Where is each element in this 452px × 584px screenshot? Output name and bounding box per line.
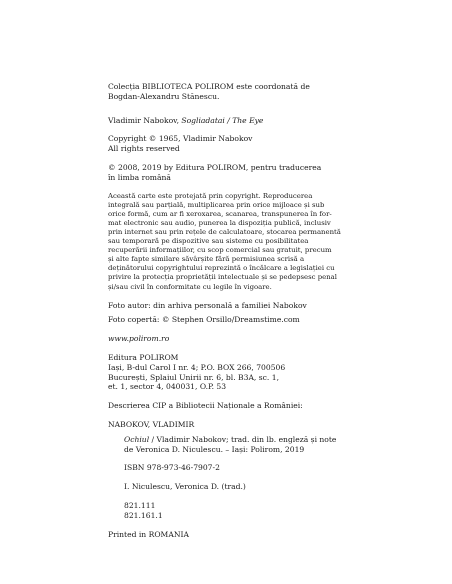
copyright-line: Copyright © 1965, Vladimir Nabokov bbox=[108, 134, 253, 144]
title-author: Vladimir Nabokov, bbox=[108, 115, 182, 125]
legal-line: integrală sau parțială, multiplicarea prin orice mijloace și sub bbox=[108, 200, 325, 209]
translation-rights-line: în limba română bbox=[108, 172, 171, 182]
legal-line: deținătorului copyrightului reprezintă o încălcare a legislației cu bbox=[108, 264, 335, 273]
cip-entry-line bbox=[124, 435, 438, 445]
legal-line: sau temporară pe dispozitive sau sisteme cu posibilitatea bbox=[108, 237, 309, 246]
copyright-page bbox=[108, 82, 438, 539]
translation-rights bbox=[108, 163, 438, 183]
publisher-address bbox=[108, 353, 438, 392]
legal-line: și/sau civil în conformitate cu legile în vigoare. bbox=[108, 282, 272, 291]
publisher-line: Iași, B-dul Carol I nr. 4; P.O. BOX 266, 700506 bbox=[108, 362, 286, 372]
cip-entry-title: Ochiul bbox=[124, 434, 150, 444]
collection-line: Colecția BIBLIOTECA POLIROM este coordonată de bbox=[108, 82, 310, 91]
title-line bbox=[108, 116, 438, 126]
cip-entry-rest: / Vladimir Nabokov; trad. din lb. engleză și note bbox=[149, 434, 337, 444]
legal-line: Această carte este protejată prin copyright. Reproducerea bbox=[108, 191, 313, 200]
legal-line: mat electronic sau audio, punerea la dispoziția publică, inclusiv bbox=[108, 218, 331, 227]
collection-note bbox=[108, 82, 438, 102]
publisher-line: et. 1, sector 4, 040031, O.P. 53 bbox=[108, 382, 227, 392]
publisher-line: Editura POLIROM bbox=[108, 353, 179, 362]
cover-photo-credit: Foto copertă: © Stephen Orsillo/Dreamstime.com bbox=[108, 315, 300, 325]
legal-line: recuperării informațiilor, cu scop comercial sau gratuit, precum bbox=[108, 246, 332, 255]
classification-code: 821.111 bbox=[124, 500, 156, 510]
copyright-notice bbox=[108, 134, 438, 154]
legal-line: și alte fapte similare săvârșite fără permisiunea scrisă a bbox=[108, 255, 305, 264]
legal-line: prin internet sau prin rețele de calculatoare, stocarea permanentă bbox=[108, 227, 341, 236]
legal-line: orice formă, cum ar fi xeroxarea, scanarea, transpunerea în for- bbox=[108, 209, 332, 218]
translation-rights-line: © 2008, 2019 by Editura POLIROM, pentru traducerea bbox=[108, 162, 322, 172]
author-photo-credit: Foto autor: din arhiva personală a familiei Nabokov bbox=[108, 300, 307, 310]
cip-entry-line: de Veronica D. Niculescu. – Iași: Polirom, 2019 bbox=[124, 444, 305, 454]
legal-line: privire la protecția proprietății intelectuale și se pedepsesc penal bbox=[108, 273, 337, 282]
publisher-line: București, Splaiul Unirii nr. 6, bl. B3A, sc. 1, bbox=[108, 372, 279, 382]
cip-entry bbox=[108, 435, 438, 455]
title-works: Sogliadatai / The Eye bbox=[181, 115, 264, 125]
rights-reserved: All rights reserved bbox=[108, 144, 180, 154]
printed-in: Printed in ROMANIA bbox=[108, 529, 189, 539]
cip-author-heading: NABOKOV, VLADIMIR bbox=[108, 419, 195, 429]
cip-heading: Descrierea CIP a Bibliotecii Naționale a României: bbox=[108, 401, 303, 411]
cover-credits bbox=[108, 315, 438, 325]
classification-code: 821.161.1 bbox=[124, 510, 163, 520]
collection-line: Bogdan-Alexandru Stănescu. bbox=[108, 91, 220, 101]
isbn: ISBN 978-973-46-7907-2 bbox=[124, 463, 220, 473]
classification bbox=[108, 501, 438, 521]
cip-translator: I. Niculescu, Veronica D. (trad.) bbox=[124, 482, 246, 492]
publisher-website: www.polirom.ro bbox=[108, 334, 170, 344]
legal-notice bbox=[108, 192, 438, 292]
photo-credits bbox=[108, 301, 438, 311]
